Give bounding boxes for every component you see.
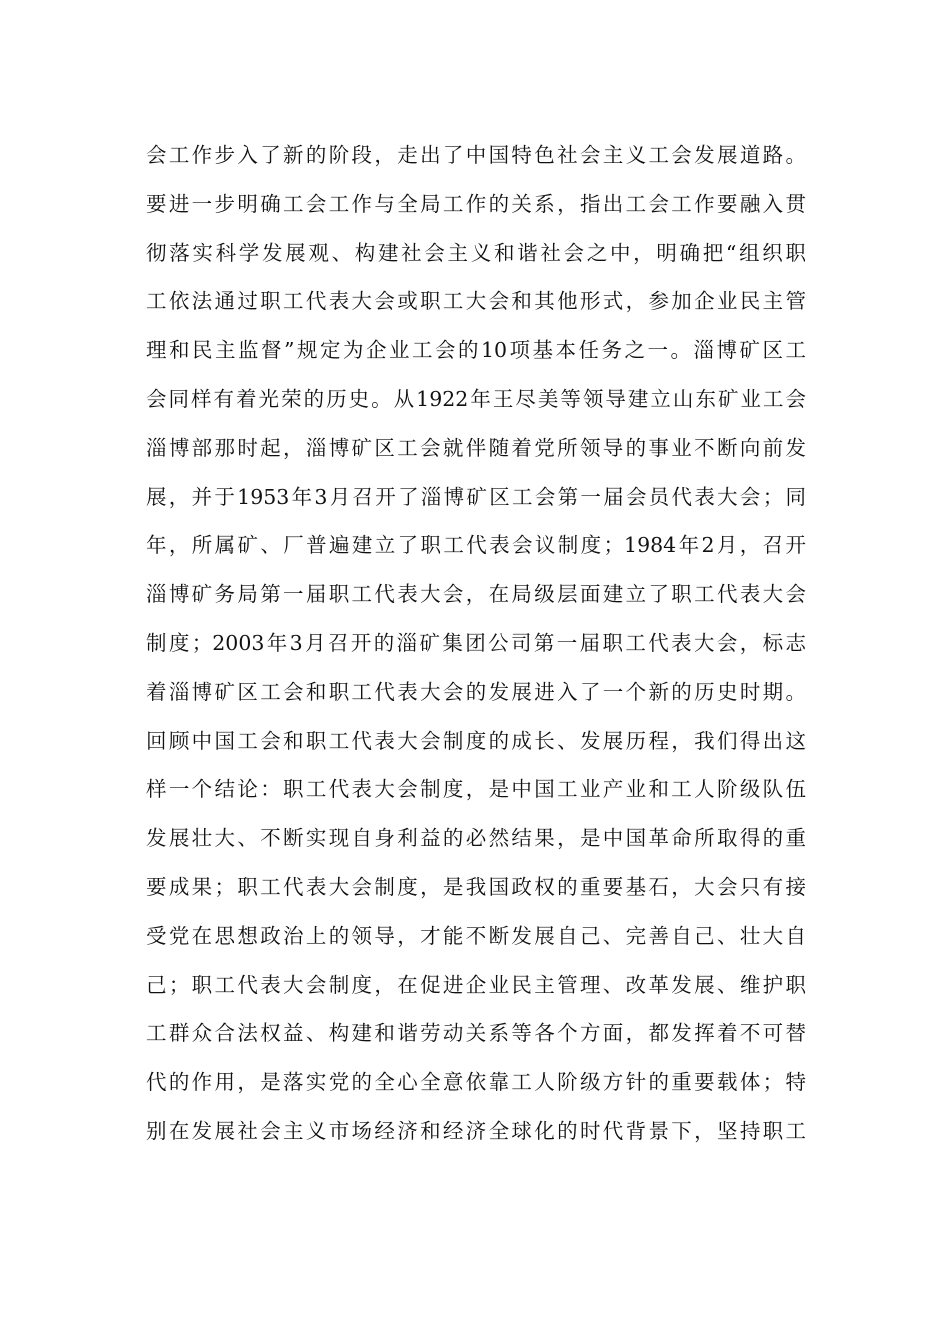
text-line: 代的作用，是落实党的全心全意依靠工人阶级方针的重要载体；特	[146, 1070, 806, 1095]
text-line: 年，所属矿、厂普遍建立了职工代表会议制度；1984年2月，召开	[146, 533, 806, 558]
text-line: 别在发展社会主义市场经济和经济全球化的时代背景下，坚持职工	[146, 1118, 806, 1143]
text-line: 发展壮大、不断实现自身利益的必然结果，是中国革命所取得的重	[146, 826, 806, 851]
text-line: 要进一步明确工会工作与全局工作的关系，指出工会工作要融入贯	[146, 191, 806, 216]
text-line: 会工作步入了新的阶段，走出了中国特色社会主义工会发展道路。	[146, 143, 806, 167]
body-text	[146, 131, 806, 1156]
text-line: 彻落实科学发展观、构建社会主义和谐社会之中，明确把“组织职	[146, 240, 806, 265]
text-line: 会同样有着光荣的历史。从1922年王尽美等领导建立山东矿业工会	[146, 386, 806, 411]
text-line: 制度；2003年3月召开的淄矿集团公司第一届职工代表大会，标志	[146, 630, 806, 655]
text-line: 样一个结论：职工代表大会制度，是中国工业产业和工人阶级队伍	[146, 777, 806, 802]
text-line: 要成果；职工代表大会制度，是我国政权的重要基石，大会只有接	[146, 874, 806, 899]
text-line: 淄博矿务局第一届职工代表大会，在局级层面建立了职工代表大会	[146, 582, 806, 607]
text-line: 淄博部那时起，淄博矿区工会就伴随着党所领导的事业不断向前发	[146, 435, 806, 460]
text-line: 受党在思想政治上的领导，才能不断发展自己、完善自己、壮大自	[146, 923, 806, 948]
text-line: 工群众合法权益、构建和谐劳动关系等各个方面，都发挥着不可替	[146, 1021, 806, 1046]
text-line: 回顾中国工会和职工代表大会制度的成长、发展历程，我们得出这	[146, 728, 806, 753]
text-line: 着淄博矿区工会和职工代表大会的发展进入了一个新的历史时期。	[146, 679, 806, 704]
text-line: 理和民主监督”规定为企业工会的10项基本任务之一。淄博矿区工	[146, 338, 806, 363]
text-line: 己；职工代表大会制度，在促进企业民主管理、改革发展、维护职	[146, 972, 806, 997]
text-line: 展，并于1953年3月召开了淄博矿区工会第一届会员代表大会；同	[146, 484, 806, 509]
text-line: 工依法通过职工代表大会或职工大会和其他形式，参加企业民主管	[146, 289, 806, 314]
